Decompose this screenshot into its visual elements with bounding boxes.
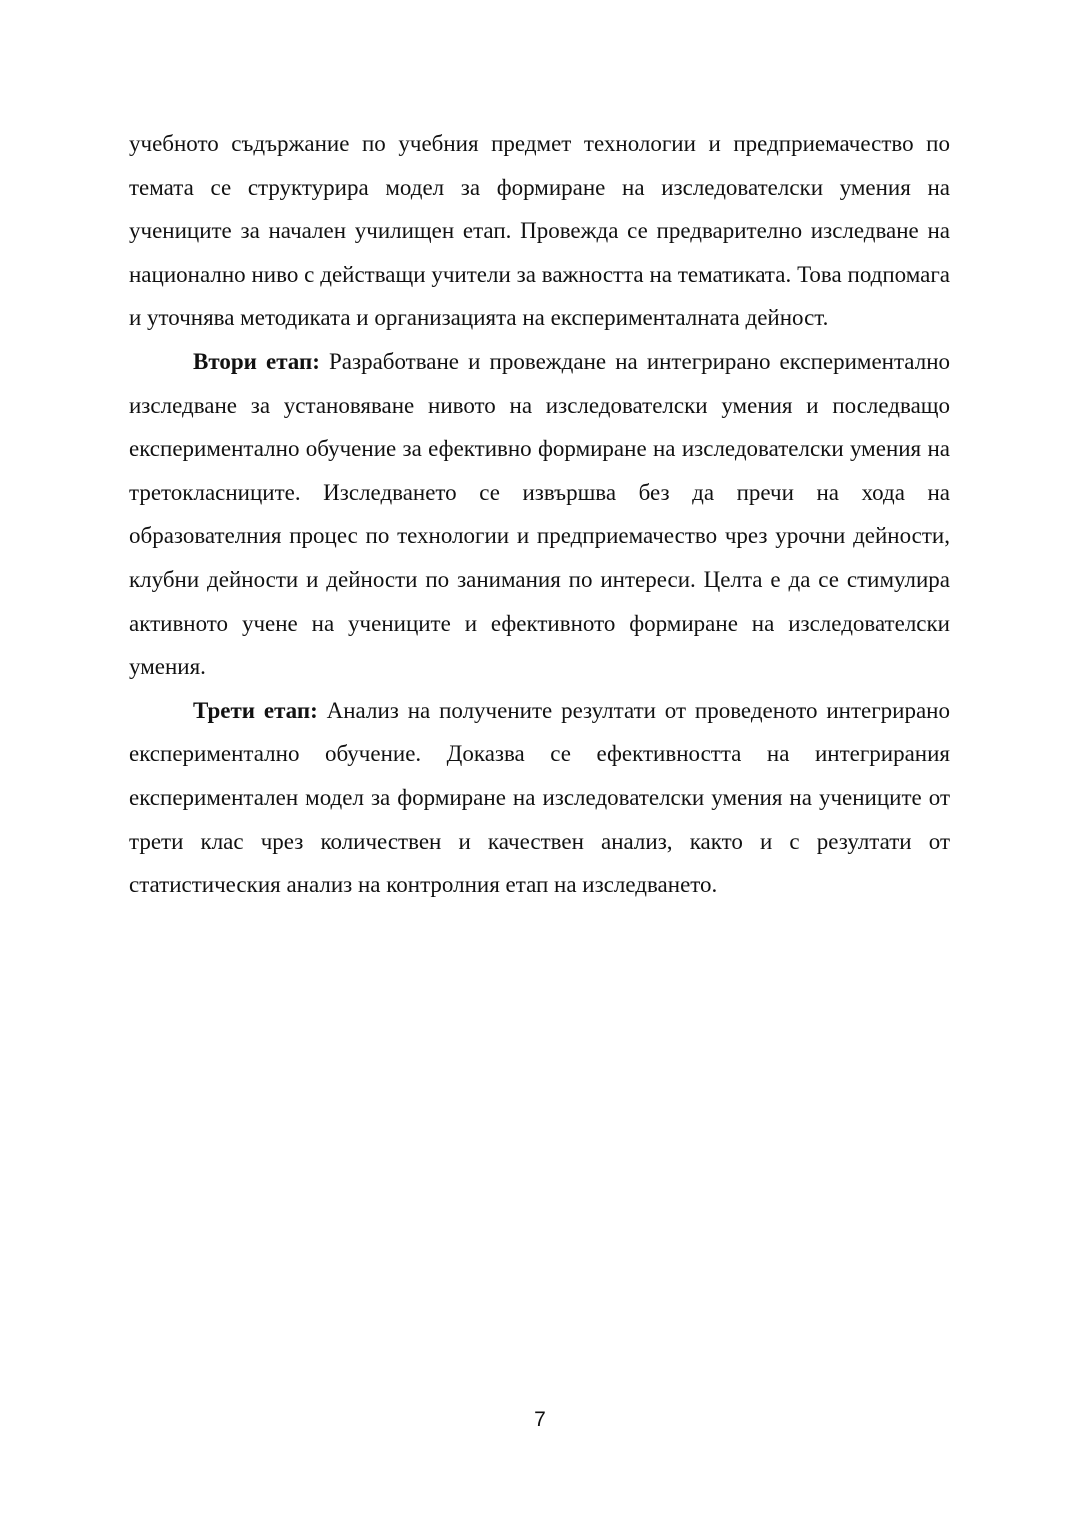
second-stage-heading: Втори етап: [193,348,320,374]
paragraph-intro-text: учебното съдържание по учебния предмет технологии и предприемачество по темата се структурира модел за формиране на изследователски умения на учениците за начален училищен етап. Провежда се предварително изследване на национално ниво с действащи учители за важността на тематиката. Това подпомага и уточнява методиката и организацията на експерименталната дейност. [129,131,950,331]
third-stage-text: Анализ на получените резултати от проведеното интегрирано експериментално обучение. Доказва се ефективността на интегрирания експериментален модел за формиране на изследователски умения на учениците от трети клас чрез количествен и качествен анализ, както и с резултати от статистическия анализ на контролния етап на изследването. [129,697,950,898]
paragraph-third-stage [129,689,950,907]
second-stage-text: Разработване и провеждане на интегрирано експериментално изследване за установяване нивото на изследователски умения и последващо експериментално обучение за ефективно формиране на изследователски умения на третокласниците. Изследването се извършва без да пречи на хода на образователния процес по технологии и предприемачество чрез урочни дейности, клубни дейности и дейности по занимания по интереси. Целта е да се стимулира активното учене на учениците и ефективното формиране на изследователски умения. [129,348,951,680]
paragraph-intro [129,122,950,340]
body-text [129,122,950,907]
third-stage-heading: Трети етап: [193,697,318,723]
page-number: 7 [534,1408,546,1431]
paragraph-second-stage [129,340,950,689]
